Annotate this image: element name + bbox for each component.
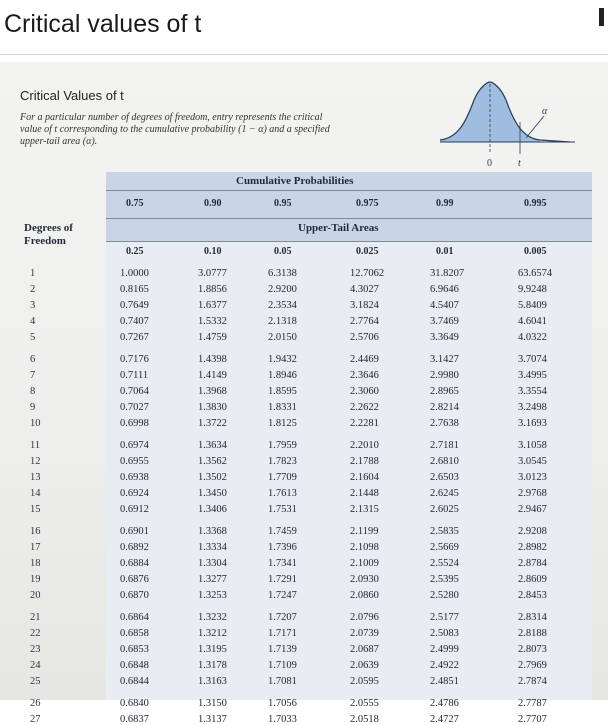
- table-cell: 1.7613: [268, 488, 297, 499]
- table-cell: 2.8314: [518, 612, 547, 623]
- table-cell: 1.3368: [198, 526, 227, 537]
- table-cell: 2.5835: [430, 526, 459, 537]
- table-cell: 1.3304: [198, 558, 227, 569]
- table-cell: 2.0687: [350, 644, 379, 655]
- table-cell: 0.6901: [120, 526, 149, 537]
- table-cell: 2.2010: [350, 440, 379, 451]
- table-cell: 1.7341: [268, 558, 297, 569]
- df-value: 4: [30, 316, 36, 327]
- table-cell: 1.7709: [268, 472, 297, 483]
- upper-tail-header: 0.01: [436, 246, 454, 257]
- table-cell: 2.4851: [430, 676, 459, 687]
- table-cell: 0.6848: [120, 660, 149, 671]
- df-value: 5: [30, 332, 36, 343]
- table-cell: 3.0777: [198, 268, 227, 279]
- divider: [0, 54, 608, 55]
- table-cell: 2.3534: [268, 300, 297, 311]
- table-cell: 2.7707: [518, 714, 547, 725]
- table-cell: 2.8188: [518, 628, 547, 639]
- table-cell: 1.7109: [268, 660, 297, 671]
- table-cell: 2.8609: [518, 574, 547, 585]
- cumulative-header: 0.75: [126, 198, 144, 209]
- table-cell: 0.6837: [120, 714, 149, 725]
- table-cell: 1.5332: [198, 316, 227, 327]
- table-cell: 6.9646: [430, 284, 459, 295]
- table-cell: 2.5669: [430, 542, 459, 553]
- table-cell: 2.0150: [268, 332, 297, 343]
- table-cell: 1.8946: [268, 370, 297, 381]
- table-cell: 2.4786: [430, 698, 459, 709]
- table-cell: 0.7649: [120, 300, 149, 311]
- table-cell: 1.7139: [268, 644, 297, 655]
- table-cell: 2.7181: [430, 440, 459, 451]
- upper-tail-header: 0.25: [126, 246, 144, 257]
- table-cell: 0.7064: [120, 386, 149, 397]
- table-cell: 1.3253: [198, 590, 227, 601]
- df-value: 19: [30, 574, 41, 585]
- table-cell: 2.0555: [350, 698, 379, 709]
- table-cell: 1.8125: [268, 418, 297, 429]
- table-cell: 2.0518: [350, 714, 379, 725]
- table-cell: 0.6912: [120, 504, 149, 515]
- table-cell: 0.6955: [120, 456, 149, 467]
- table-cell: 1.3212: [198, 628, 227, 639]
- table-cell: 2.2622: [350, 402, 379, 413]
- table-cell: 2.9200: [268, 284, 297, 295]
- table-cell: 2.8453: [518, 590, 547, 601]
- table-cell: 1.7291: [268, 574, 297, 585]
- table-cell: 9.9248: [518, 284, 547, 295]
- table-cell: 0.7027: [120, 402, 149, 413]
- table-cell: 1.7959: [268, 440, 297, 451]
- table-cell: 2.1604: [350, 472, 379, 483]
- table-cell: 2.6025: [430, 504, 459, 515]
- table-cell: 12.7062: [350, 268, 385, 279]
- table-cell: 2.1318: [268, 316, 297, 327]
- table-cell: 2.1098: [350, 542, 379, 553]
- table-cell: 2.9980: [430, 370, 459, 381]
- cumulative-header: 0.99: [436, 198, 454, 209]
- table-cell: 5.8409: [518, 300, 547, 311]
- table-cell: 3.7074: [518, 354, 547, 365]
- df-value: 7: [30, 370, 36, 381]
- table-cell: 2.2281: [350, 418, 379, 429]
- table-cell: 2.5706: [350, 332, 379, 343]
- df-value: 9: [30, 402, 36, 413]
- table-cell: 3.3554: [518, 386, 547, 397]
- table-cell: 0.6858: [120, 628, 149, 639]
- df-header: Degrees of Freedom: [24, 222, 73, 247]
- page-title: Critical values of t: [4, 10, 202, 38]
- cumulative-title: Cumulative Probabilities: [236, 175, 354, 187]
- table-cell: 1.3137: [198, 714, 227, 725]
- table-cell: 1.7823: [268, 456, 297, 467]
- table-cell: 1.4398: [198, 354, 227, 365]
- table-cell: 4.5407: [430, 300, 459, 311]
- df-value: 21: [30, 612, 41, 623]
- table-cell: 1.7459: [268, 526, 297, 537]
- table-cell: 1.0000: [120, 268, 149, 279]
- table-cell: 2.4469: [350, 354, 379, 365]
- close-dash-icon[interactable]: [599, 8, 604, 26]
- table-cell: 1.4759: [198, 332, 227, 343]
- df-value: 12: [30, 456, 41, 467]
- table-cell: 2.0639: [350, 660, 379, 671]
- table-cell: 2.5395: [430, 574, 459, 585]
- table-cell: 2.5177: [430, 612, 459, 623]
- table-cell: 2.1199: [350, 526, 379, 537]
- table-photo: [0, 62, 608, 725]
- df-value: 26: [30, 698, 41, 709]
- table-cell: 2.5280: [430, 590, 459, 601]
- df-value: 6: [30, 354, 36, 365]
- table-cell: 1.7531: [268, 504, 297, 515]
- table-cell: 2.4727: [430, 714, 459, 725]
- table-cell: 0.8165: [120, 284, 149, 295]
- table-cell: 2.1315: [350, 504, 379, 515]
- table-cell: 2.7764: [350, 316, 379, 327]
- table-cell: 4.0322: [518, 332, 547, 343]
- df-value: 14: [30, 488, 41, 499]
- table-cell: 2.8982: [518, 542, 547, 553]
- table-cell: 2.5524: [430, 558, 459, 569]
- table-cell: 1.3968: [198, 386, 227, 397]
- table-cell: 2.1009: [350, 558, 379, 569]
- cumulative-header: 0.90: [204, 198, 222, 209]
- df-value: 3: [30, 300, 36, 311]
- table-cell: 0.6853: [120, 644, 149, 655]
- table-cell: 0.6998: [120, 418, 149, 429]
- table-cell: 1.8331: [268, 402, 297, 413]
- table-cell: 1.3195: [198, 644, 227, 655]
- table-cell: 2.9768: [518, 488, 547, 499]
- table-cell: 1.7247: [268, 590, 297, 601]
- table-cell: 2.7969: [518, 660, 547, 671]
- table-cell: 1.3722: [198, 418, 227, 429]
- table-cell: 1.6377: [198, 300, 227, 311]
- table-cell: 2.9467: [518, 504, 547, 515]
- table-cell: 4.6041: [518, 316, 547, 327]
- df-value: 10: [30, 418, 41, 429]
- table-cell: 3.7469: [430, 316, 459, 327]
- table-cell: 1.3178: [198, 660, 227, 671]
- table-cell: 2.8073: [518, 644, 547, 655]
- df-value: 15: [30, 504, 41, 515]
- zero-label: 0: [487, 158, 492, 169]
- table-cell: 1.3163: [198, 676, 227, 687]
- table-cell: 2.0595: [350, 676, 379, 687]
- cumulative-header: 0.975: [356, 198, 379, 209]
- table-cell: 3.1427: [430, 354, 459, 365]
- df-value: 1: [30, 268, 36, 279]
- table-cell: 0.6924: [120, 488, 149, 499]
- table-cell: 1.3277: [198, 574, 227, 585]
- table-cell: 2.1448: [350, 488, 379, 499]
- table-cell: 0.6876: [120, 574, 149, 585]
- table-cell: 2.0739: [350, 628, 379, 639]
- upper-tail-header: 0.10: [204, 246, 222, 257]
- table-cell: 2.7638: [430, 418, 459, 429]
- table-cell: 2.1788: [350, 456, 379, 467]
- df-value: 20: [30, 590, 41, 601]
- table-cell: 1.3634: [198, 440, 227, 451]
- df-value: 11: [30, 440, 41, 451]
- table-cell: 1.3334: [198, 542, 227, 553]
- table-cell: 1.8856: [198, 284, 227, 295]
- table-cell: 3.2498: [518, 402, 547, 413]
- table-cell: 1.3406: [198, 504, 227, 515]
- table-cell: 63.6574: [518, 268, 553, 279]
- table-cell: 6.3138: [268, 268, 297, 279]
- table-cell: 3.1693: [518, 418, 547, 429]
- table-cell: 3.0545: [518, 456, 547, 467]
- table-cell: 0.7267: [120, 332, 149, 343]
- alpha-label: α: [542, 106, 548, 117]
- table-cell: 0.6844: [120, 676, 149, 687]
- table-cell: 0.6884: [120, 558, 149, 569]
- table-cell: 2.6810: [430, 456, 459, 467]
- table-cell: 3.0123: [518, 472, 547, 483]
- upper-tail-header: 0.005: [524, 246, 547, 257]
- intro-text: For a particular number of degrees of freedom, entry represents the critical value of t corresponding to the cumulative probability (1 − α) and a specified upper-tail area (α).: [20, 112, 330, 147]
- table-cell: 0.7111: [120, 370, 149, 381]
- upper-tail-title: Upper-Tail Areas: [298, 222, 379, 234]
- table-cell: 0.7176: [120, 354, 149, 365]
- table-cell: 1.3502: [198, 472, 227, 483]
- table-cell: 3.4995: [518, 370, 547, 381]
- table-cell: 1.7056: [268, 698, 297, 709]
- table-cell: 0.6870: [120, 590, 149, 601]
- df-value: 27: [30, 714, 41, 725]
- table-cell: 1.3450: [198, 488, 227, 499]
- table-cell: 1.9432: [268, 354, 297, 365]
- t-label: t: [518, 158, 521, 169]
- table-cell: 2.3646: [350, 370, 379, 381]
- table-cell: 1.4149: [198, 370, 227, 381]
- table-cell: 1.7081: [268, 676, 297, 687]
- table-cell: 1.8595: [268, 386, 297, 397]
- upper-tail-header: 0.05: [274, 246, 292, 257]
- table-cell: 2.8214: [430, 402, 459, 413]
- table-cell: 1.7033: [268, 714, 297, 725]
- table-cell: 1.7396: [268, 542, 297, 553]
- table-cell: 0.6864: [120, 612, 149, 623]
- table-cell: 4.3027: [350, 284, 379, 295]
- df-value: 22: [30, 628, 41, 639]
- df-value: 23: [30, 644, 41, 655]
- df-value: 17: [30, 542, 41, 553]
- df-value: 18: [30, 558, 41, 569]
- table-cell: 0.6892: [120, 542, 149, 553]
- table-cell: 3.1058: [518, 440, 547, 451]
- table-cell: 1.3232: [198, 612, 227, 623]
- table-cell: 3.1824: [350, 300, 379, 311]
- table-cell: 0.6938: [120, 472, 149, 483]
- table-cell: 1.7207: [268, 612, 297, 623]
- df-value: 2: [30, 284, 36, 295]
- table-cell: 0.6974: [120, 440, 149, 451]
- upper-tail-header: 0.025: [356, 246, 379, 257]
- table-cell: 2.5083: [430, 628, 459, 639]
- table-cell: 2.4922: [430, 660, 459, 671]
- table-cell: 2.6503: [430, 472, 459, 483]
- table-cell: 1.3150: [198, 698, 227, 709]
- table-cell: 2.3060: [350, 386, 379, 397]
- table-cell: 2.6245: [430, 488, 459, 499]
- table-cell: 31.8207: [430, 268, 465, 279]
- table-cell: 2.4999: [430, 644, 459, 655]
- section-title: Critical Values of t: [20, 88, 124, 103]
- cumulative-header: 0.995: [524, 198, 547, 209]
- table-cell: 2.0930: [350, 574, 379, 585]
- table-cell: 2.9208: [518, 526, 547, 537]
- critical-values-table: [20, 172, 592, 725]
- table-cell: 2.0860: [350, 590, 379, 601]
- table-cell: 3.3649: [430, 332, 459, 343]
- df-value: 24: [30, 660, 41, 671]
- df-value: 25: [30, 676, 41, 687]
- table-cell: 2.0796: [350, 612, 379, 623]
- table-cell: 1.3562: [198, 456, 227, 467]
- table-cell: 2.8784: [518, 558, 547, 569]
- table-cell: 1.7171: [268, 628, 297, 639]
- table-cell: 2.7874: [518, 676, 547, 687]
- df-value: 13: [30, 472, 41, 483]
- table-cell: 0.6840: [120, 698, 149, 709]
- table-cell: 1.3830: [198, 402, 227, 413]
- table-cell: 0.7407: [120, 316, 149, 327]
- df-value: 8: [30, 386, 36, 397]
- df-value: 16: [30, 526, 41, 537]
- table-cell: 2.7787: [518, 698, 547, 709]
- t-distribution-icon: [440, 82, 580, 172]
- cumulative-header: 0.95: [274, 198, 292, 209]
- table-cell: 2.8965: [430, 386, 459, 397]
